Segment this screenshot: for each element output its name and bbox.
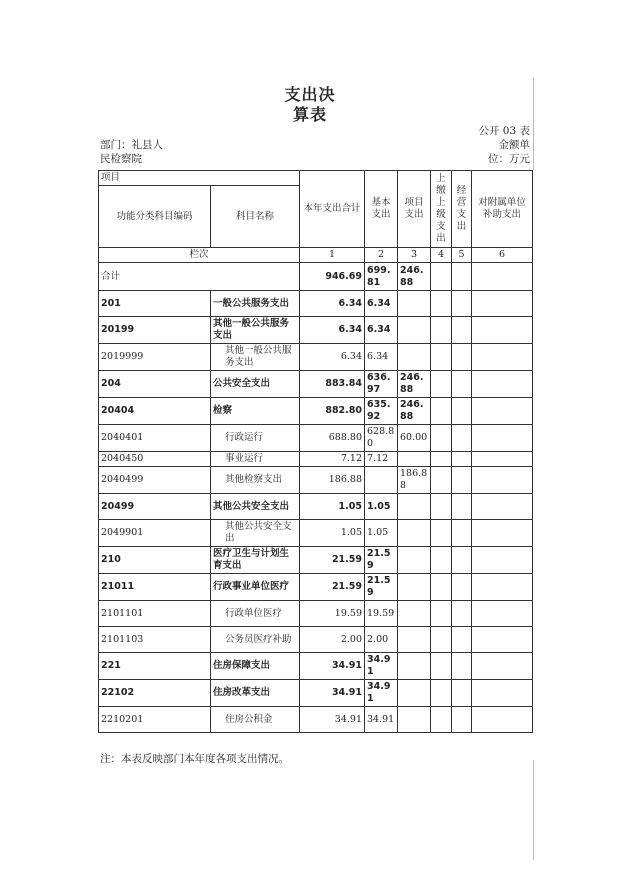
row-subject-name: 住房保障支出	[211, 653, 300, 680]
row-business	[452, 520, 472, 547]
row-subsidy	[472, 520, 533, 547]
row-subsidy	[472, 452, 533, 467]
row-subsidy	[472, 680, 533, 707]
row-basic: 34.91	[365, 707, 398, 733]
table-row	[99, 574, 533, 601]
row-basic: 636.97	[365, 371, 398, 398]
table-row	[99, 291, 533, 317]
row-project	[398, 317, 431, 344]
row-remit	[431, 452, 452, 467]
row-subject-name: 其他一般公共服务支出	[211, 317, 300, 344]
row-annual-total: 1.05	[300, 520, 365, 547]
row-subject-name: 行政事业单位医疗	[211, 574, 300, 601]
row-annual-total: 688.80	[300, 425, 365, 452]
table-row	[99, 680, 533, 707]
row-annual-total: 1.05	[300, 494, 365, 520]
row-basic: 1.05	[365, 494, 398, 520]
row-code: 204	[99, 371, 211, 398]
table-note: 注：本表反映部门本年度各项支出情况。	[100, 753, 289, 765]
row-subject-name: 行政单位医疗	[211, 601, 300, 627]
row-annual-total: 2.00	[300, 627, 365, 653]
header-annual-total: 本年支出合计	[300, 171, 365, 248]
right-margin-line-bottom	[533, 760, 534, 860]
header-col-4: 4	[431, 248, 452, 263]
row-annual-total: 34.91	[300, 707, 365, 733]
row-subject-name: 其他公共安全支出	[211, 494, 300, 520]
row-project	[398, 520, 431, 547]
row-code: 2040401	[99, 425, 211, 452]
row-code: 2101103	[99, 627, 211, 653]
row-subject-name: 事业运行	[211, 452, 300, 467]
row-project: 60.00	[398, 425, 431, 452]
row-project	[398, 494, 431, 520]
row-business	[452, 680, 472, 707]
total-remit	[431, 263, 452, 291]
row-basic: 6.34	[365, 344, 398, 371]
row-project	[398, 344, 431, 371]
row-annual-total: 21.59	[300, 574, 365, 601]
row-code: 201	[99, 291, 211, 317]
table-row	[99, 371, 533, 398]
row-annual-total: 883.84	[300, 371, 365, 398]
total-annual: 946.69	[300, 263, 365, 291]
row-business	[452, 317, 472, 344]
row-project	[398, 707, 431, 733]
table-row	[99, 653, 533, 680]
row-business	[452, 467, 472, 494]
table-row	[99, 520, 533, 547]
row-basic: 19.59	[365, 601, 398, 627]
row-basic: 6.34	[365, 317, 398, 344]
header-col-6: 6	[472, 248, 533, 263]
table-row	[99, 627, 533, 653]
unit-label-line1: 金额单	[498, 139, 530, 151]
row-subject-name: 住房改革支出	[211, 680, 300, 707]
total-business	[452, 263, 472, 291]
row-project	[398, 627, 431, 653]
total-row	[99, 263, 533, 291]
row-basic: 635.92	[365, 398, 398, 425]
row-remit	[431, 574, 452, 601]
page-title-line2: 算表	[292, 105, 327, 124]
row-project: 186.88	[398, 467, 431, 494]
row-project: 246.88	[398, 371, 431, 398]
row-business	[452, 398, 472, 425]
row-subsidy	[472, 627, 533, 653]
table-row	[99, 452, 533, 467]
row-subject-name: 医疗卫生与计划生育支出	[211, 547, 300, 574]
row-subsidy	[472, 494, 533, 520]
row-remit	[431, 398, 452, 425]
row-remit	[431, 547, 452, 574]
header-business: 经营支出	[452, 171, 472, 248]
row-basic: 2.00	[365, 627, 398, 653]
expenditure-table	[98, 170, 533, 733]
row-annual-total: 34.91	[300, 653, 365, 680]
row-subject-name: 检察	[211, 398, 300, 425]
row-project	[398, 291, 431, 317]
row-code: 20404	[99, 398, 211, 425]
row-remit	[431, 680, 452, 707]
table-row	[99, 398, 533, 425]
row-code: 20199	[99, 317, 211, 344]
table-row	[99, 344, 533, 371]
row-code: 22102	[99, 680, 211, 707]
row-business	[452, 653, 472, 680]
row-remit	[431, 317, 452, 344]
row-subsidy	[472, 601, 533, 627]
row-business	[452, 547, 472, 574]
row-annual-total: 6.34	[300, 317, 365, 344]
row-subject-name: 行政运行	[211, 425, 300, 452]
table-row	[99, 317, 533, 344]
row-subsidy	[472, 425, 533, 452]
row-subsidy	[472, 574, 533, 601]
row-subject-name: 其他公共安全支出	[211, 520, 300, 547]
table-row	[99, 467, 533, 494]
form-number: 公开 03 表	[478, 125, 530, 137]
row-annual-total: 34.91	[300, 680, 365, 707]
total-label: 合计	[99, 263, 300, 291]
row-subsidy	[472, 547, 533, 574]
row-remit	[431, 344, 452, 371]
row-business	[452, 707, 472, 733]
row-remit	[431, 601, 452, 627]
total-basic: 699.81	[365, 263, 398, 291]
header-basic: 基本支出	[365, 171, 398, 248]
row-basic	[365, 467, 398, 494]
row-project: 246.88	[398, 398, 431, 425]
row-remit	[431, 520, 452, 547]
header-col-3: 3	[398, 248, 431, 263]
row-subsidy	[472, 707, 533, 733]
header-func-code: 功能分类科目编码	[99, 186, 211, 248]
row-project	[398, 653, 431, 680]
row-business	[452, 574, 472, 601]
row-annual-total: 19.59	[300, 601, 365, 627]
row-subsidy	[472, 467, 533, 494]
row-subsidy	[472, 398, 533, 425]
row-remit	[431, 467, 452, 494]
header-row-label: 栏次	[99, 248, 300, 263]
row-remit	[431, 653, 452, 680]
row-business	[452, 291, 472, 317]
table-row	[99, 601, 533, 627]
row-business	[452, 344, 472, 371]
row-business	[452, 601, 472, 627]
row-annual-total: 7.12	[300, 452, 365, 467]
row-annual-total: 6.34	[300, 291, 365, 317]
row-code: 221	[99, 653, 211, 680]
row-subject-name: 其他检察支出	[211, 467, 300, 494]
row-basic: 6.34	[365, 291, 398, 317]
row-business	[452, 425, 472, 452]
department-line2: 民检察院	[100, 153, 142, 165]
row-project	[398, 601, 431, 627]
row-subject-name: 公共安全支出	[211, 371, 300, 398]
row-code: 20499	[99, 494, 211, 520]
row-code: 21011	[99, 574, 211, 601]
header-remit-upper: 上缴上级支出	[431, 171, 452, 248]
row-code: 2019999	[99, 344, 211, 371]
row-annual-total: 6.34	[300, 344, 365, 371]
row-code: 2049901	[99, 520, 211, 547]
row-remit	[431, 291, 452, 317]
row-code: 2210201	[99, 707, 211, 733]
row-project	[398, 574, 431, 601]
header-col-5: 5	[452, 248, 472, 263]
row-subsidy	[472, 653, 533, 680]
row-basic: 21.59	[365, 574, 398, 601]
total-project: 246.88	[398, 263, 431, 291]
row-subject-name: 一般公共服务支出	[211, 291, 300, 317]
header-col-1: 1	[300, 248, 365, 263]
row-annual-total: 882.80	[300, 398, 365, 425]
header-project-expenditure: 项目支出	[398, 171, 431, 248]
row-remit	[431, 371, 452, 398]
row-business	[452, 627, 472, 653]
row-basic: 34.91	[365, 680, 398, 707]
row-subject-name: 其他一般公共服务支出	[211, 344, 300, 371]
row-remit	[431, 627, 452, 653]
table-row	[99, 425, 533, 452]
department-line1: 部门：礼县人	[100, 139, 163, 151]
row-subsidy	[472, 291, 533, 317]
row-remit	[431, 425, 452, 452]
row-project	[398, 680, 431, 707]
row-code: 2040450	[99, 452, 211, 467]
row-basic: 7.12	[365, 452, 398, 467]
row-subject-name: 公务员医疗补助	[211, 627, 300, 653]
row-code: 210	[99, 547, 211, 574]
header-project: 项目	[99, 171, 300, 186]
row-subsidy	[472, 317, 533, 344]
row-basic: 34.91	[365, 653, 398, 680]
row-code: 2101101	[99, 601, 211, 627]
table-row	[99, 547, 533, 574]
header-subject-name: 科目名称	[211, 186, 300, 248]
total-subsidy	[472, 263, 533, 291]
row-basic: 628.80	[365, 425, 398, 452]
row-subject-name: 住房公积金	[211, 707, 300, 733]
page-title-line1: 支出决	[284, 85, 336, 104]
row-business	[452, 371, 472, 398]
header-subsidy: 对附属单位补助支出	[472, 171, 533, 248]
header-col-2: 2	[365, 248, 398, 263]
row-remit	[431, 707, 452, 733]
row-basic: 21.59	[365, 547, 398, 574]
row-annual-total: 21.59	[300, 547, 365, 574]
row-code: 2040499	[99, 467, 211, 494]
row-subsidy	[472, 371, 533, 398]
table-row	[99, 707, 533, 733]
table-row	[99, 494, 533, 520]
row-annual-total: 186.88	[300, 467, 365, 494]
row-basic: 1.05	[365, 520, 398, 547]
row-business	[452, 452, 472, 467]
row-project	[398, 547, 431, 574]
row-subsidy	[472, 344, 533, 371]
row-business	[452, 494, 472, 520]
row-remit	[431, 494, 452, 520]
unit-label-line2: 位：万元	[488, 153, 530, 165]
row-project	[398, 452, 431, 467]
